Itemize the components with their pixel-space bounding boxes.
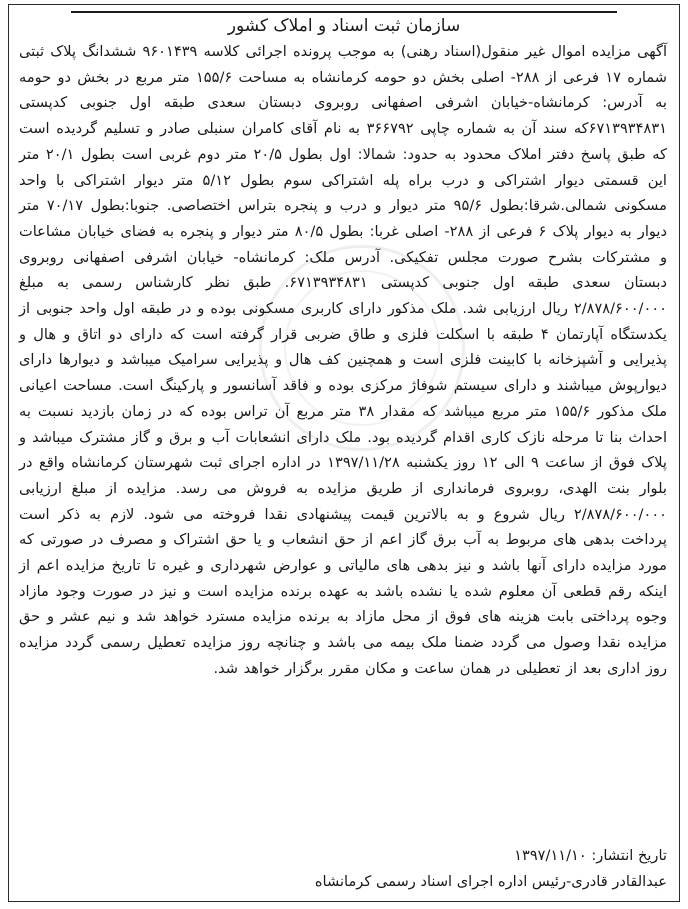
notice-body: آگهی مزایده اموال غیر منقول(اسناد رهنی) به موجب پرونده اجرائی کلاسه ۹۶۰۱۴۳۹ ششدانگ پلاک ثبتی شماره ۱۷ فرعی از ۲۸۸- اصلی بخش دو حومه کرمانشاه به مساحت ۱۵۵/۶ متر مربع در بخش دو حومه به آدرس: کرمانشاه-خیابان اشرفی اصفهانی روبروی دبستان سعدی طبقه اول جنوبی کدپستی ۶۷۱۳۹۳۴۸۳۱که سند آن به شماره چاپی ۳۶۶۷۹۲ به نام آقای کامران سنبلی صادر و تسلیم گردیده است که طبق پاسخ دفتر املاک محدود به حدود: شمالا: اول بطول ۲۰/۵ متر دوم غربی است بطول ۲۰/۱ متر این قسمتی دیوار اشتراکی و درب براه پله اشتراکی سوم بطول ۵/۱۲ متر دیوار اشتراکی با واحد مسکونی شمالی.شرقا:بطول ۹۵/۶ متر دیوار و درب و پنجره بتراس اختصاصی. جنوبا:بطول ۷۰/۱۷ متر دیوار به دیوار پلاک ۶ فرعی از ۲۸۸- اصلی غربا: بطول ۸۰/۵ متر دیوار و پنجره به فضای خیابان مشاعات و مشترکات بشرح صورت مجلس تفکیکی. آدرس ملک: کرمانشاه- خیابان اشرفی اصفهانی روبروی دبستان سعدی طبقه اول جنوبی کدپستی ۶۷۱۳۹۳۴۸۳۱. طبق نظر کارشناس رسمی به مبلغ ۲/۸۷۸/۶۰۰/۰۰۰ ریال ارزیابی شد. ملک مذکور دارای کاربری مسکونی بوده و در طبقه اول واحد جنوبی از یکدستگاه آپارتمان ۴ طبقه با اسکلت فلزی و طاق ضربی قرار گرفته است که دارای دو اتاق و هال و پذیرایی و آشپزخانه با کابینت فلزی است و همچنین کف هال و پذیرایی سرامیک میباشد و دیوارها دارای دیوارپوش میباشند و دارای سیستم شوفاژ مرکزی بوده و فاقد آسانسور و پارکینگ است. مساحت اعیانی ملک مذکور ۱۵۵/۶ متر مربع میباشد که مقدار ۳۸ متر مربع آن تراس بوده که در زمان بازدید نسبت به احداث بنا تا مرحله نازک کاری اقدام گردیده بود. ملک دارای انشعابات آب و برق و گاز مشترک میباشد و پلاک فوق از ساعت ۹ الی ۱۲ روز یکشنبه ۱۳۹۷/۱۱/۲۸ در اداره اجرای ثبت شهرستان کرمانشاه واقع در بلوار بنت الهدی، روبروی فرمانداری از طریق مزایده به فروش می رسد. مزایده از مبلغ ارزیابی ۲/۸۷۸/۶۰۰/۰۰۰ ریال شروع و به بالاترین قیمت پیشنهادی نقدا فروخته می شود. لازم به ذکر است پرداخت بدهی های مربوط به آب برق گاز اعم از حق انشعاب و یا حق اشتراک و مصرف در صورتی که مورد مزایده دارای آنها باشد و نیز بدهی های مالیاتی و عوارض شهرداری و غیره تا تاریخ مزایده اعم از اینکه رقم قطعی آن معلوم شده یا نشده باشد به عهده برنده مزایده است و نیز در صورت وجود مازاد وجوه پرداختی بابت هزینه های فوق از محل مازاد به برنده مزایده مسترد خواهد شد و نیم عشر و حق مزایده نقدا وصول می گردد ضمنا ملک بیمه می باشد و چنانچه روز مزایده تعطیل رسمی گردد مزایده روز اداری بعد از تعطیلی در همان ساعت و مکان مقرر برگزار خواهد شد. xyxy=(19,43,668,677)
top-rule xyxy=(71,11,617,13)
publish-date-line xyxy=(19,843,667,869)
notice-title: سازمان ثبت اسناد و املاک کشور xyxy=(227,16,461,36)
publish-date-value: ۱۳۹۷/۱۱/۱۰ xyxy=(514,847,587,864)
signature-line: عبدالقادر قادری-رئیس اداره اجرای اسناد رسمی کرمانشاه xyxy=(314,873,667,890)
publish-date-label: تاریخ انتشار: xyxy=(591,847,667,864)
auction-notice xyxy=(8,4,680,902)
